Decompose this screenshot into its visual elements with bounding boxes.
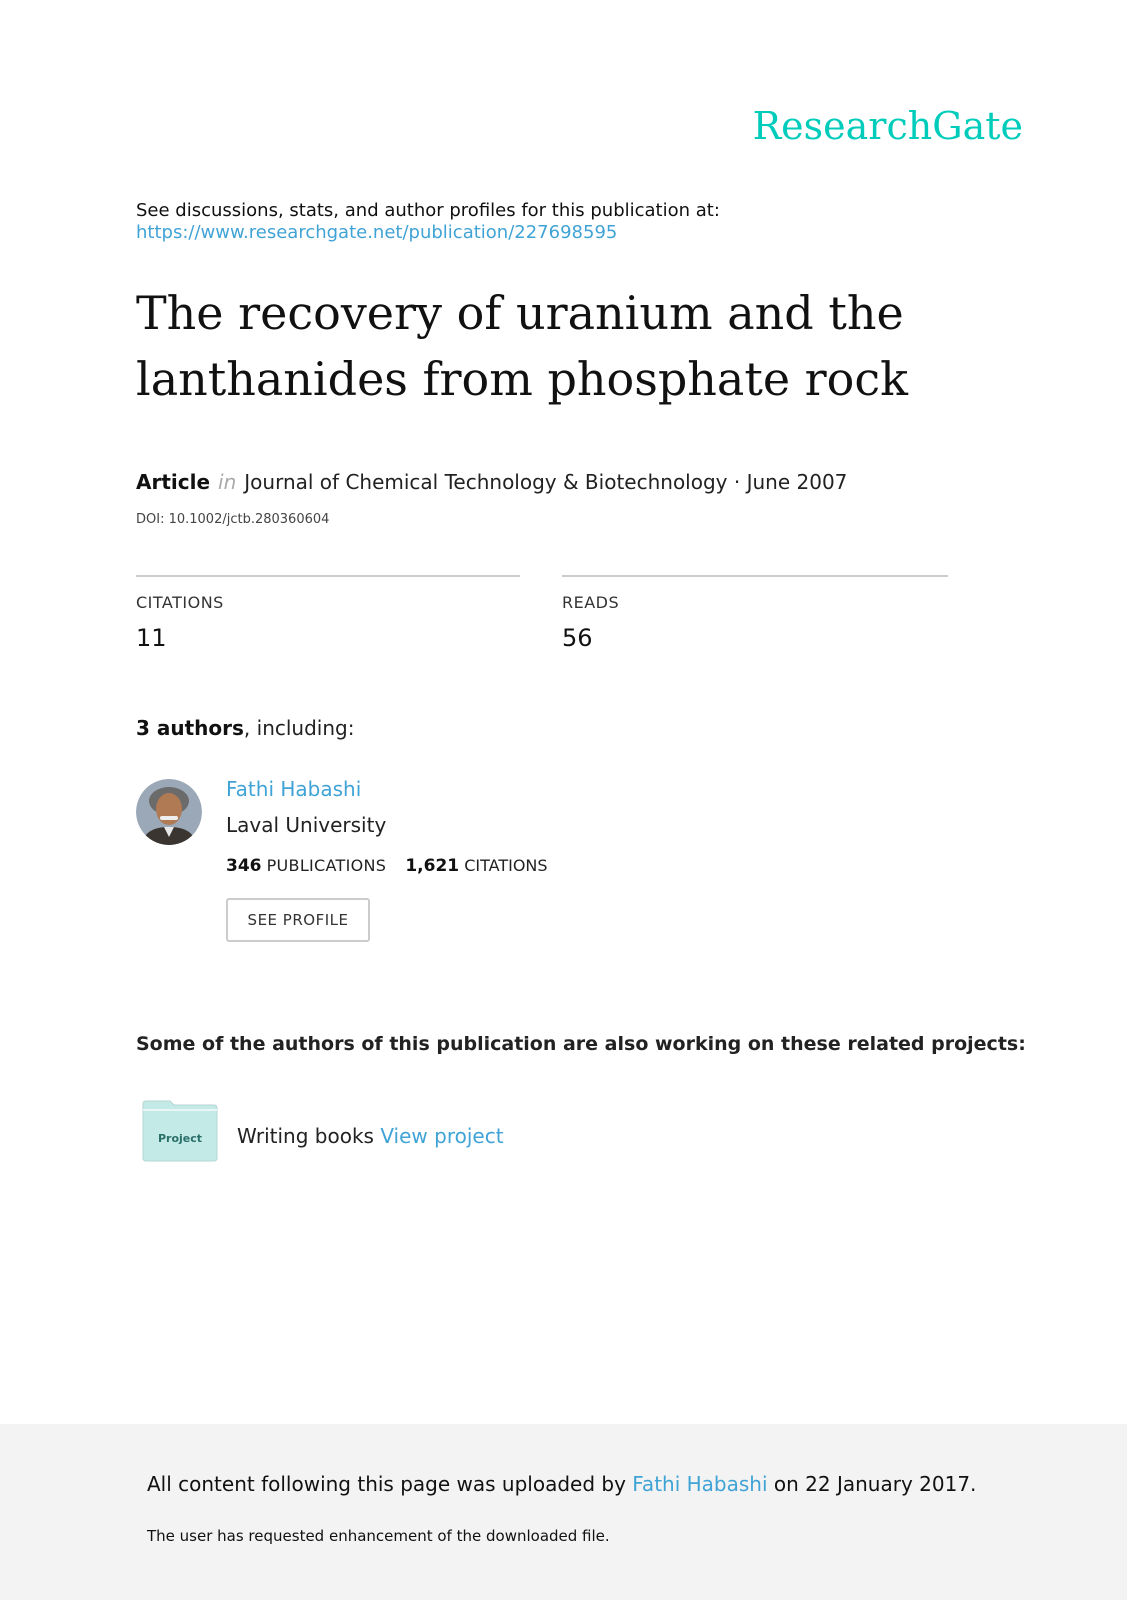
citations-label: CITATIONS (136, 593, 224, 612)
footer-panel (0, 1424, 1127, 1600)
authors-suffix: , including: (243, 716, 355, 740)
citations-value: 11 (136, 624, 167, 652)
project-item (237, 1124, 504, 1148)
reads-value: 56 (562, 624, 593, 652)
reads-label: READS (562, 593, 620, 612)
author-publications-label: PUBLICATIONS (266, 856, 387, 875)
folder-icon (142, 1100, 218, 1162)
reads-divider (562, 575, 948, 577)
upload-prefix: All content following this page was uploaded by (147, 1472, 626, 1496)
author-publications-count: 346 (226, 856, 262, 876)
see-profile-button[interactable]: SEE PROFILE (226, 898, 370, 942)
uploader-link[interactable]: Fathi Habashi (632, 1472, 768, 1496)
researchgate-logo[interactable]: ResearchGate (752, 104, 1023, 148)
upload-suffix: on 22 January 2017. (773, 1472, 977, 1496)
in-word: in (218, 470, 237, 494)
enhancement-note: The user has requested enhancement of the downloaded file. (147, 1527, 610, 1545)
project-icon-label: Project (157, 1132, 203, 1145)
publication-meta (136, 470, 847, 494)
authors-summary (136, 716, 354, 740)
publication-title (136, 280, 1006, 412)
view-project-link[interactable]: View project (380, 1124, 504, 1148)
intro-text: See discussions, stats, and author profiles for this publication at: (136, 200, 720, 221)
related-projects-heading: Some of the authors of this publication are also working on these related projects: (136, 1033, 1026, 1055)
project-folder-icon[interactable] (142, 1100, 218, 1162)
author-photo-icon (136, 779, 202, 845)
citations-divider (136, 575, 520, 577)
journal-and-date[interactable]: Journal of Chemical Technology & Biotechnology · June 2007 (244, 470, 848, 494)
upload-info (147, 1472, 976, 1496)
title-line-2: lanthanides from phosphate rock (136, 352, 909, 406)
doi-text: DOI: 10.1002/jctb.280360604 (136, 512, 330, 527)
author-citations-count: 1,621 (405, 856, 460, 876)
title-line-1: The recovery of uranium and the (136, 286, 904, 340)
author-citations-label: CITATIONS (464, 856, 548, 875)
authors-count: 3 authors (136, 716, 244, 740)
publication-type: Article (136, 470, 211, 494)
author-avatar[interactable] (136, 779, 202, 845)
project-name: Writing books (237, 1124, 374, 1148)
publication-url-link[interactable]: https://www.researchgate.net/publication/227698595 (136, 222, 618, 243)
author-name-link[interactable]: Fathi Habashi (226, 777, 362, 801)
author-stats (226, 856, 548, 876)
author-institution[interactable]: Laval University (226, 813, 387, 837)
